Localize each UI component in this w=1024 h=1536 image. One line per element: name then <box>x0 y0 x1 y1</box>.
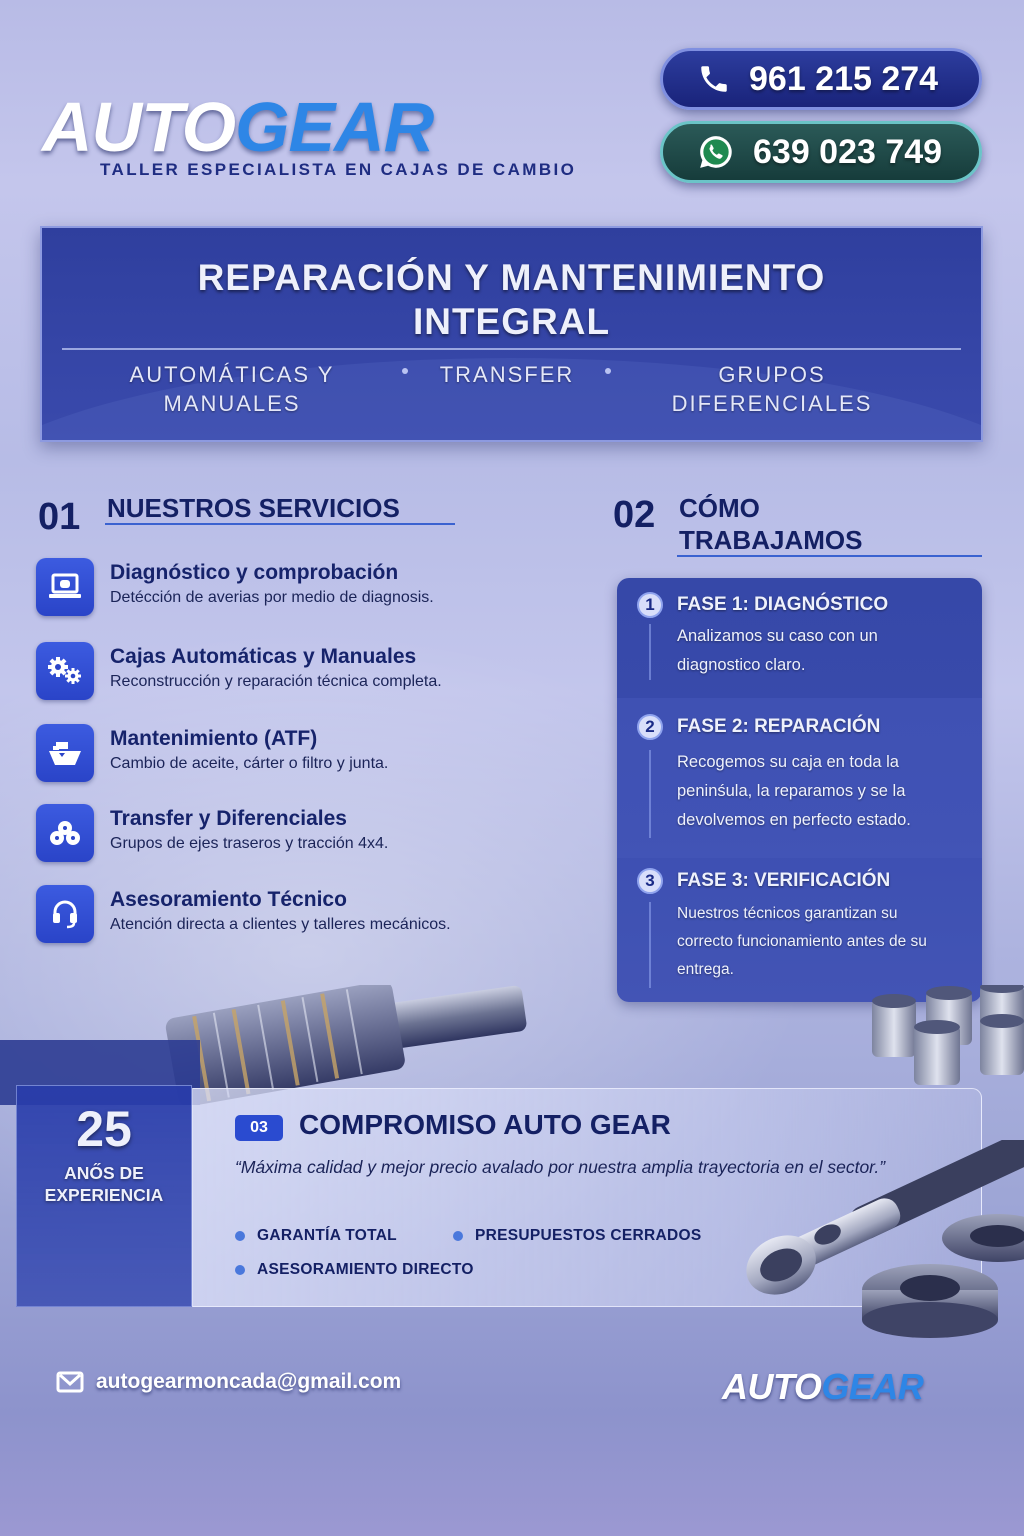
service-desc: Detécción de averias por medio de diagnosis. <box>110 589 434 606</box>
phase-number-badge: 1 <box>637 592 663 618</box>
commitment-quote: “Máxima calidad y mejor precio avalado por nuestra amplia trayectoria en el sector.” <box>235 1157 886 1177</box>
headset-icon <box>36 885 94 943</box>
process-title-underline <box>677 555 982 557</box>
mail-icon <box>56 1371 84 1393</box>
services-section-title: NUESTROS SERVICIOS <box>107 493 400 523</box>
phone-button[interactable] <box>660 48 982 110</box>
phase-desc: Recogemos su caja en toda la peninśula, la reparamos y se la devolvemos en perfecto estado. <box>677 753 911 829</box>
bullet-budgets: PRESUPUESTOS CERRADOS <box>453 1227 702 1245</box>
service-title: Transfer y Diferenciales <box>110 807 347 830</box>
phase-bar <box>649 750 651 838</box>
bullet-advice: ASESORAMIENTO DIRECTO <box>235 1261 474 1279</box>
phase-3 <box>617 858 982 1002</box>
torque-wrench-image <box>740 1140 1024 1340</box>
process-phases-card <box>617 578 982 1002</box>
whatsapp-icon <box>697 133 735 171</box>
brand-logo <box>42 88 434 166</box>
service-title: Diagnóstico y comprobación <box>110 561 399 584</box>
footer-logo: AUTOGEAR <box>722 1366 924 1407</box>
hero-dot <box>402 368 408 374</box>
phase-title: FASE 1: DIAGNÓSTICO <box>677 594 889 615</box>
service-item-diagnostic <box>36 558 576 616</box>
email-link[interactable] <box>56 1370 401 1394</box>
brand-tagline: TALLER ESPECIALISTA EN CAJAS DE CAMBIO <box>100 160 577 179</box>
gears-icon <box>36 642 94 700</box>
phase-number-badge: 2 <box>637 714 663 740</box>
services-title-underline <box>105 523 455 525</box>
logo-gear: GEAR <box>235 88 434 166</box>
service-desc: Grupos de ejes traseros y tracción 4x4. <box>110 835 389 852</box>
hero-banner <box>40 226 983 442</box>
whatsapp-button[interactable] <box>660 121 982 183</box>
service-item-advice <box>36 885 576 943</box>
phone-number: 961 215 274 <box>749 59 939 98</box>
service-item-gearboxes <box>36 642 576 700</box>
service-title: Asesoramiento Técnico <box>110 888 347 911</box>
experience-box <box>16 1085 192 1307</box>
hero-category-transfer: TRANSFER <box>439 362 575 387</box>
service-item-maintenance <box>36 724 576 782</box>
service-desc: Atención directa a clientes y talleres mecánicos. <box>110 916 451 933</box>
hero-dot <box>605 368 611 374</box>
laptop-icon <box>36 558 94 616</box>
phase-desc: Nuestros técnicos garantizan su correcto funcionamiento antes de su entrega. <box>677 905 927 978</box>
bullet-dot <box>235 1265 245 1275</box>
bullet-guarantee: GARANTÍA TOTAL <box>235 1227 397 1245</box>
services-section-number: 01 <box>38 496 81 538</box>
service-item-transfer <box>36 804 576 862</box>
sockets-image <box>868 985 1024 1085</box>
process-section-number: 02 <box>613 494 656 536</box>
oil-pan-icon <box>36 724 94 782</box>
hero-category-differentials: GRUPOS DIFERENCIALES <box>671 362 873 416</box>
hero-title: REPARACIÓN Y MANTENIMIENTO INTEGRAL <box>197 257 826 342</box>
bullet-dot <box>453 1231 463 1241</box>
phase-bar <box>649 624 651 680</box>
phase-desc: Analizamos su caso con un diagnostico claro. <box>677 627 878 674</box>
phase-2 <box>617 698 982 858</box>
phone-icon <box>697 62 731 96</box>
hero-category-automatic: AUTOMÁTICAS Y MANUALES <box>129 362 335 416</box>
service-desc: Reconstrucción y reparación técnica completa. <box>110 673 442 690</box>
phase-number-badge: 3 <box>637 868 663 894</box>
phase-1 <box>617 578 982 698</box>
process-section-title: CÓMO TRABAJAMOS <box>679 493 863 555</box>
service-desc: Cambio de aceite, cárter o filtro y junta. <box>110 755 389 772</box>
service-title: Mantenimiento (ATF) <box>110 727 318 750</box>
whatsapp-number: 639 023 749 <box>753 132 943 171</box>
differential-icon <box>36 804 94 862</box>
commitment-number-badge: 03 <box>235 1115 283 1141</box>
hero-divider <box>62 348 961 350</box>
phase-bar <box>649 902 651 988</box>
logo-auto: AUTO <box>42 88 236 166</box>
commitment-title: COMPROMISO AUTO GEAR <box>299 1109 671 1140</box>
experience-years: 25 <box>76 1101 132 1157</box>
phase-title: FASE 3: VERIFICACIÓN <box>677 870 891 891</box>
experience-label: ANŐS DE EXPERIENCIA <box>44 1163 164 1205</box>
bullet-dot <box>235 1231 245 1241</box>
service-title: Cajas Automáticas y Manuales <box>110 645 417 668</box>
phase-title: FASE 2: REPARACIÓN <box>677 716 881 737</box>
email-address: autogearmoncada@gmail.com <box>96 1370 402 1393</box>
